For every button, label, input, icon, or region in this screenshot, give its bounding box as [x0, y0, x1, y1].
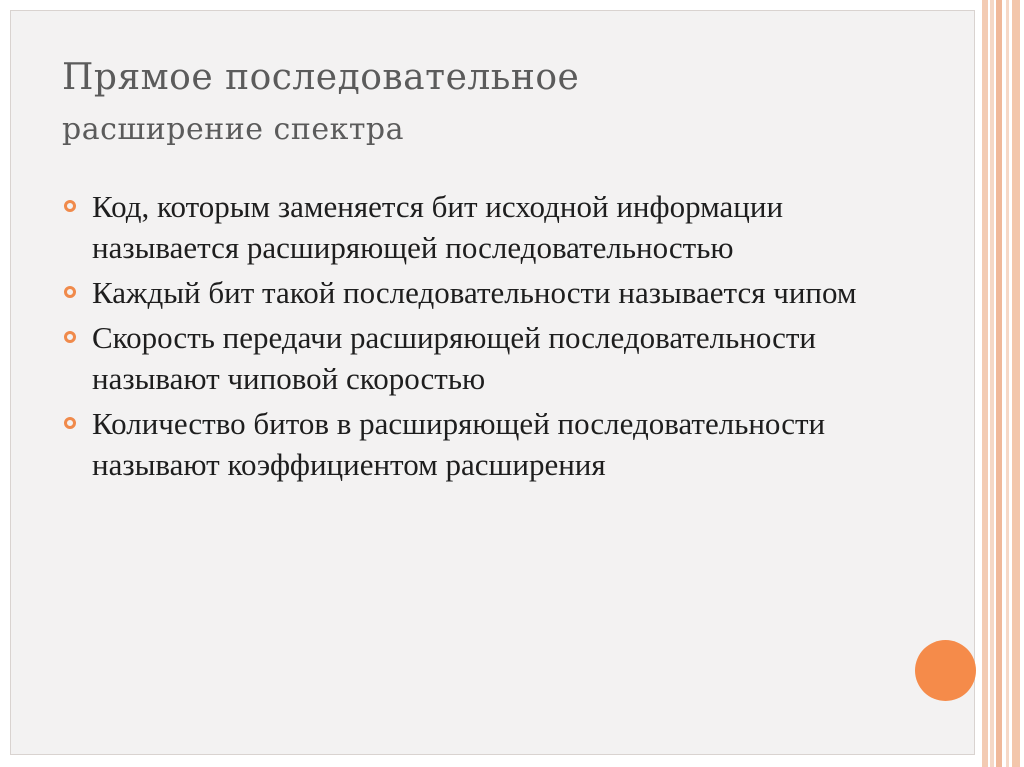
decorative-stripe — [1012, 0, 1020, 767]
ring-bullet-icon — [64, 417, 76, 429]
bullet-text: Скорость передачи расширяющей последовательности называют чиповой скоростью — [92, 320, 816, 396]
decorative-stripe — [996, 0, 1002, 767]
decorative-stripe — [1006, 0, 1009, 767]
bullet-item — [62, 272, 902, 313]
decorative-stripe — [990, 0, 994, 767]
ring-bullet-icon — [64, 331, 76, 343]
ring-bullet-icon — [64, 286, 76, 298]
slide-title-line-2: расширение спектра — [62, 112, 405, 147]
slide-title-line-1: Прямое последовательное — [62, 57, 580, 98]
ring-bullet-icon — [64, 200, 76, 212]
slide-title — [62, 52, 922, 156]
bullet-text: Код, которым заменяется бит исходной информации называется расширяющей последовательностью — [92, 189, 784, 265]
bullet-item — [62, 186, 902, 268]
bullet-list — [62, 186, 902, 489]
bullet-text: Количество битов в расширяющей последовательности называют коэффициентом расширения — [92, 406, 826, 482]
bullet-item — [62, 403, 902, 485]
bullet-item — [62, 317, 902, 399]
bullet-text: Каждый бит такой последовательности называется чипом — [92, 275, 857, 310]
orange-circle-icon — [915, 640, 976, 701]
decorative-stripe — [982, 0, 988, 767]
